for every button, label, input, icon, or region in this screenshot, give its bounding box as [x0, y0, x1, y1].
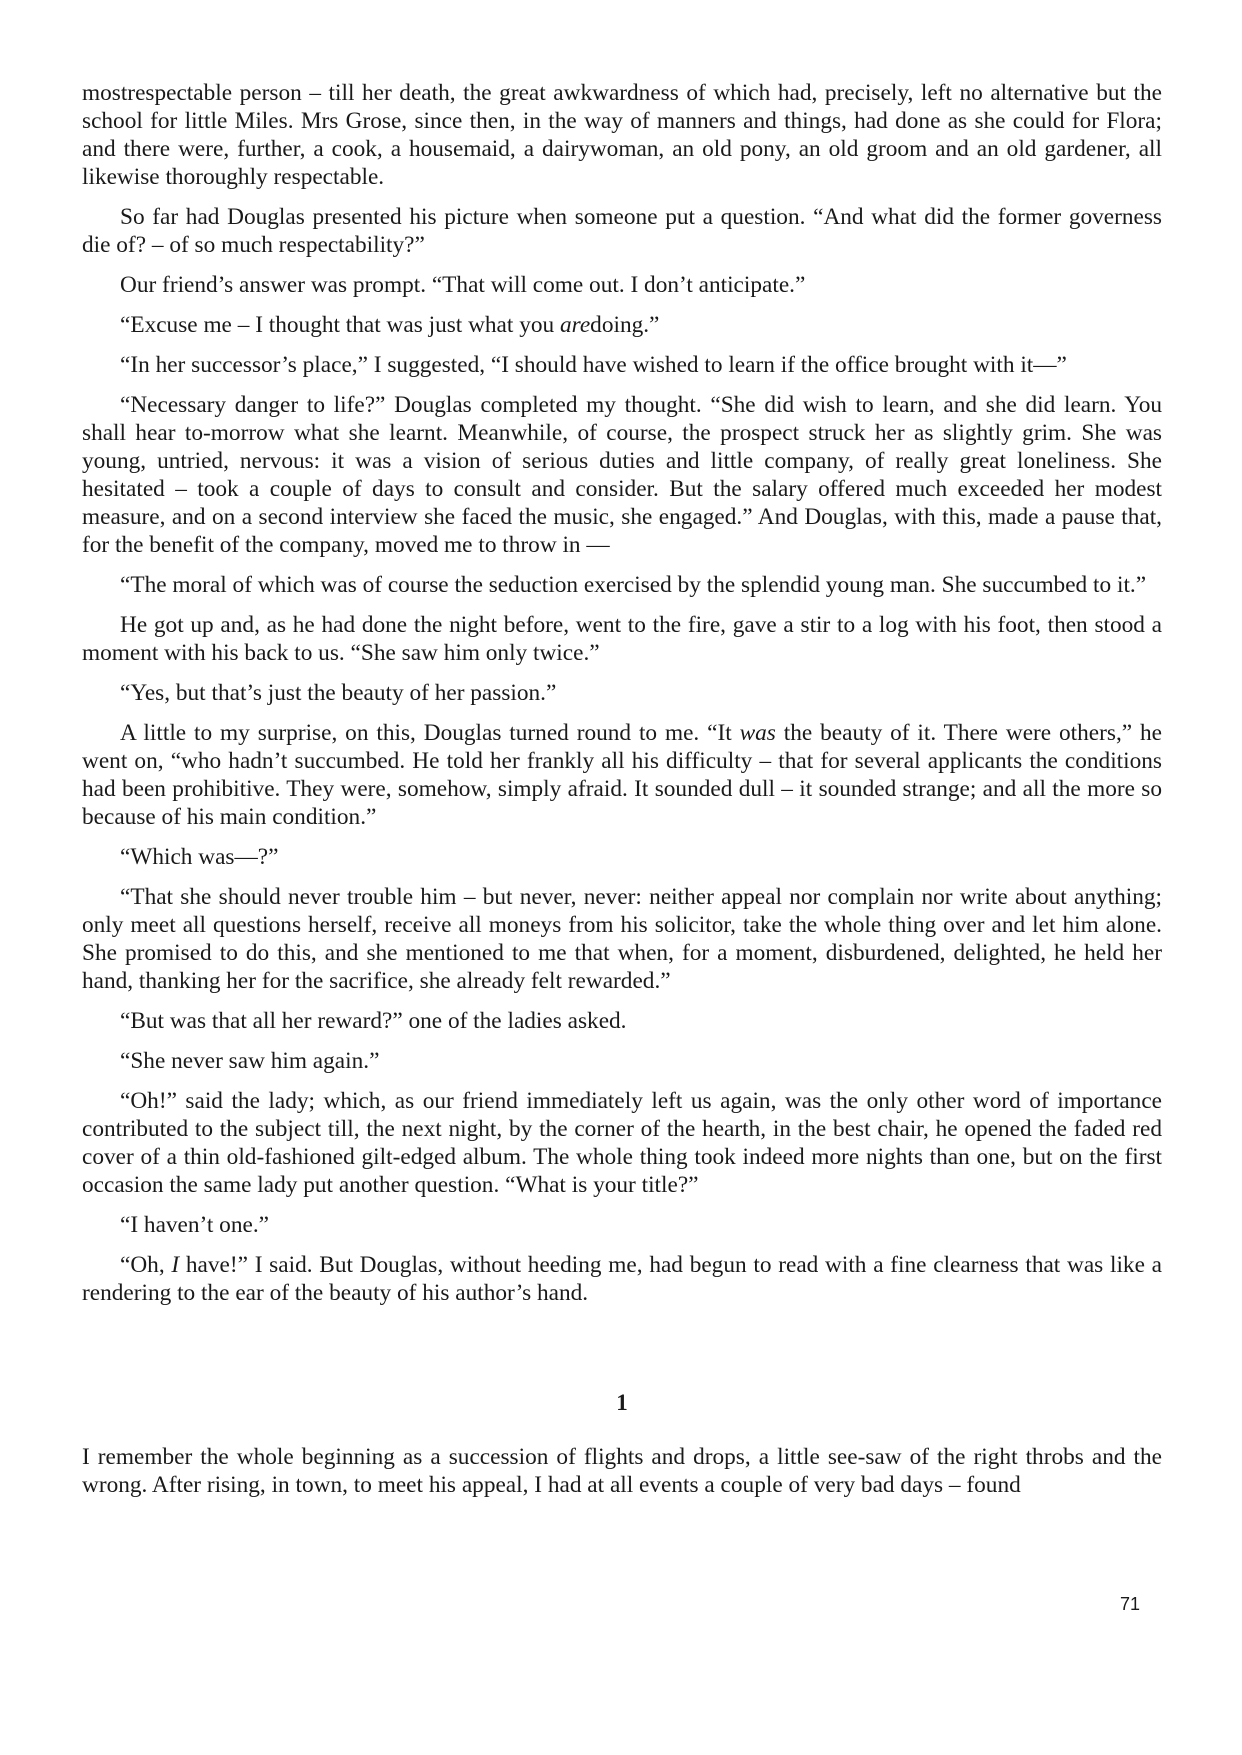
- paragraph: [82, 203, 1162, 259]
- text-segment: “The moral of which was of course the seduction exercised by the splendid young man. She succumbed to it.”: [120, 572, 1147, 598]
- text-segment: Our friend’s answer was prompt. “That will come out. I don’t anticipate.”: [120, 272, 806, 298]
- italic-text: was: [739, 720, 776, 746]
- paragraph: [82, 1007, 1162, 1035]
- paragraph: [82, 1443, 1162, 1499]
- text-segment: “I haven’t one.”: [120, 1212, 269, 1238]
- paragraph: [82, 883, 1162, 995]
- text-segment: “Necessary danger to life?” Douglas completed my thought. “She did wish to learn, and she did learn. You shall hear to-morrow what she learnt. Meanwhile, of course, the prospect struck her as slightly grim. She was young, untried, nervous: it was a vision of serious duties and little company, of really great loneliness. She hesitated – took a couple of days to consult and consider. But the salary offered much exceeded her modest measure, and on a second interview she faced the music, she engaged.” And Douglas, with this, made a pause that, for the benefit of the company, moved me to throw in ―: [82, 392, 1162, 558]
- paragraph: [82, 679, 1162, 707]
- paragraph: [82, 271, 1162, 299]
- text-segment: “Oh,: [120, 1252, 172, 1278]
- paragraph: [82, 1087, 1162, 1199]
- text-segment: “That she should never trouble him – but never, never: neither appeal nor complain nor write about anything; only meet all questions herself, receive all moneys from his solicitor, take the whole thing over and let him alone. She promised to do this, and she mentioned to me that when, for a moment, disburdened, delighted, he held her hand, thanking her for the sacrifice, she already felt rewarded.”: [82, 884, 1162, 994]
- text-segment: “She never saw him again.”: [120, 1048, 380, 1074]
- text-segment: the beauty of it. There were others,” he went on, “who hadn’t succumbed. He told her frankly all his difficulty – that for several applicants the conditions had been prohibitive. They were, somehow, simply afraid. It sounded dull – it sounded strange; and all the more so because of his main condition.”: [82, 720, 1162, 830]
- text-segment: So far had Douglas presented his picture when someone put a question. “And what did the former governess die of? – of so much respectability?”: [82, 204, 1162, 258]
- italic-text: are: [559, 312, 591, 338]
- paragraph: [82, 311, 1162, 339]
- text-segment: I remember the whole beginning as a succession of flights and drops, a little see-saw of the right throbs and the wrong. After rising, in town, to meet his appeal, I had at all events a couple of very bad days – found: [82, 1444, 1162, 1498]
- italic-text: I: [171, 1252, 180, 1278]
- text-segment: “Excuse me – I thought that was just what you: [120, 312, 560, 338]
- paragraph: [82, 1211, 1162, 1239]
- text-segment: “Yes, but that’s just the beauty of her passion.”: [120, 680, 557, 706]
- text-segment: “But was that all her reward?” one of the ladies asked.: [120, 1008, 627, 1034]
- text-segment: have!” I said. But Douglas, without heeding me, had begun to read with a fine clearness that was like a rendering to the ear of the beauty of his author’s hand.: [82, 1252, 1162, 1306]
- text-segment: “Oh!” said the lady; which, as our friend immediately left us again, was the only other word of importance contributed to the subject till, the next night, by the corner of the hearth, in the best chair, he opened the faded red cover of a thin old-fashioned gilt-edged album. The whole thing took indeed more nights than one, but on the first occasion the same lady put another question. “What is your title?”: [82, 1088, 1162, 1198]
- paragraph: [82, 79, 1162, 191]
- text-segment: He got up and, as he had done the night before, went to the fire, gave a stir to a log with his foot, then stood a moment with his back to us. “She saw him only twice.”: [82, 612, 1162, 666]
- text-segment: A little to my surprise, on this, Douglas turned round to me. “It: [120, 720, 740, 746]
- text-segment: “In her successor’s place,” I suggested, “I should have wished to learn if the office brought with it—”: [120, 352, 1067, 378]
- text-segment: doing.”: [590, 312, 660, 338]
- paragraph: [82, 351, 1162, 379]
- page-number: 71: [1120, 1594, 1141, 1614]
- text-segment: “Which was—?”: [120, 844, 279, 870]
- paragraph: [82, 571, 1162, 599]
- text-segment: mostrespectable person – till her death, the great awkwardness of which had, precisely, left no alternative but the school for little Miles. Mrs Grose, since then, in the way of manners and things, had done as she could for Flora; and there were, further, a cook, a housemaid, a dairywoman, an old pony, an old groom and an old gardener, all likewise thoroughly respectable.: [82, 80, 1162, 190]
- paragraph: [82, 611, 1162, 667]
- paragraph: [82, 1047, 1162, 1075]
- page-body: [82, 79, 1162, 1511]
- paragraph: [82, 843, 1162, 871]
- paragraph: [82, 719, 1162, 831]
- chapter-heading: 1: [616, 1390, 628, 1415]
- body-text: [82, 79, 1162, 1307]
- paragraph: [82, 391, 1162, 559]
- chapter-text: [82, 1443, 1162, 1499]
- paragraph: [82, 1251, 1162, 1307]
